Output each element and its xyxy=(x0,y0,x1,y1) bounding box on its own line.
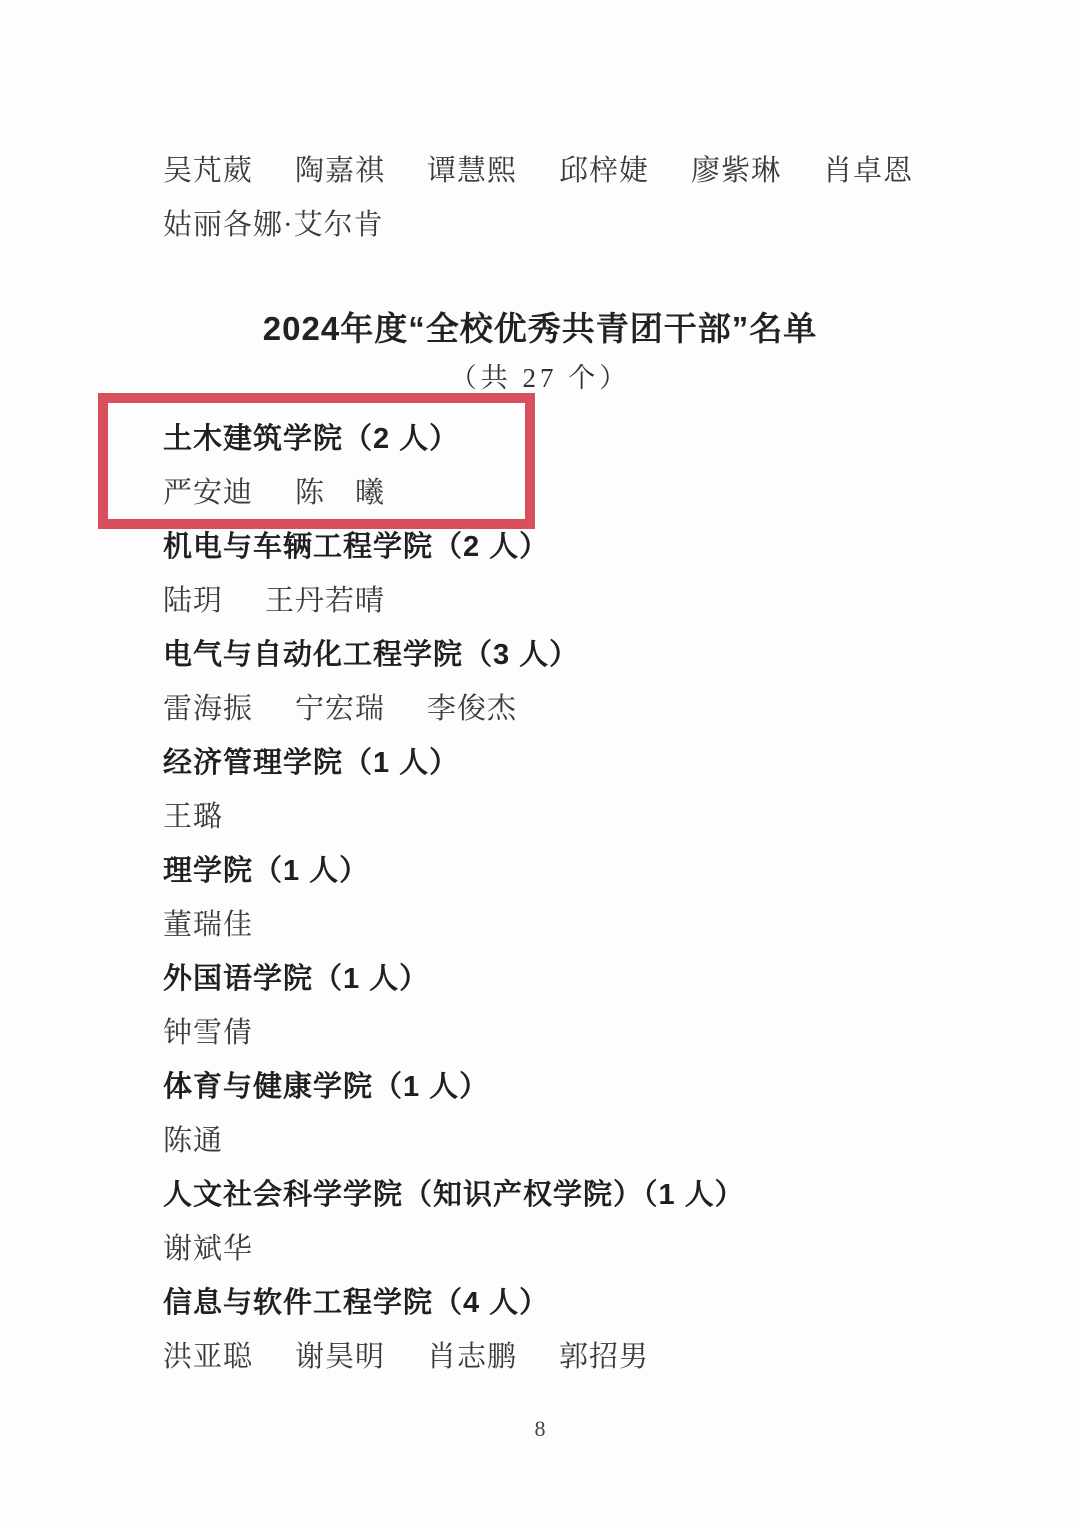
person-name: 宁宏瑞 xyxy=(295,692,386,725)
person-name: 陈 曦 xyxy=(295,476,386,509)
section-names-row xyxy=(0,463,1080,517)
person-name: 廖紫琳 xyxy=(691,154,782,187)
list-title: 2024年度“全校优秀共青团干部”名单 xyxy=(262,309,818,347)
section-names-row xyxy=(0,1327,1080,1381)
person-name: 邱梓婕 xyxy=(559,154,650,187)
person-name: 雷海振 xyxy=(163,692,254,725)
college-heading: 经济管理学院（1 人） xyxy=(163,746,460,779)
college-heading: 信息与软件工程学院（4 人） xyxy=(163,1286,550,1319)
college-heading: 人文社会科学学院（知识产权学院）（1 人） xyxy=(163,1178,745,1211)
top-names-row-2 xyxy=(0,195,1080,249)
college-heading: 土木建筑学院（2 人） xyxy=(163,422,460,455)
section-names-row xyxy=(0,787,1080,841)
person-name: 陆玥 xyxy=(163,584,224,617)
section-sports-health xyxy=(0,1057,1080,1165)
section-electrical-automation xyxy=(0,625,1080,733)
sections-list xyxy=(0,409,1080,1381)
person-name: 钟雪倩 xyxy=(163,1016,254,1049)
college-heading: 机电与车辆工程学院（2 人） xyxy=(163,530,550,563)
section-names-row xyxy=(0,679,1080,733)
section-foreign-languages xyxy=(0,949,1080,1057)
person-name: 陈通 xyxy=(163,1124,224,1157)
section-mechatronics-vehicle xyxy=(0,517,1080,625)
page-number: 8 xyxy=(534,1416,546,1441)
person-name: 王璐 xyxy=(163,800,224,833)
section-names-row xyxy=(0,895,1080,949)
section-names-row xyxy=(0,1111,1080,1165)
person-name: 严安迪 xyxy=(163,476,254,509)
person-name: 陶嘉祺 xyxy=(295,154,386,187)
section-economics-management xyxy=(0,733,1080,841)
person-name: 洪亚聪 xyxy=(163,1340,254,1373)
list-subtitle: （共 27 个） xyxy=(449,362,631,393)
person-name: 谭慧熙 xyxy=(427,154,518,187)
person-name: 郭招男 xyxy=(559,1340,650,1373)
person-name: 吴芃葳 xyxy=(163,154,254,187)
person-name: 谢斌华 xyxy=(163,1232,254,1265)
person-name: 肖志鹏 xyxy=(427,1340,518,1373)
person-name: 姑丽各娜·艾尔肯 xyxy=(163,208,384,241)
top-names-row-1 xyxy=(0,141,1080,195)
section-names-row xyxy=(0,1219,1080,1273)
person-name: 谢昊明 xyxy=(295,1340,386,1373)
person-name: 肖卓恩 xyxy=(823,154,914,187)
person-name: 王丹若晴 xyxy=(265,584,386,617)
section-names-row xyxy=(0,571,1080,625)
person-name: 李俊杰 xyxy=(427,692,518,725)
section-humanities-social-science xyxy=(0,1165,1080,1273)
section-science xyxy=(0,841,1080,949)
college-heading: 理学院（1 人） xyxy=(163,854,370,887)
section-names-row xyxy=(0,1003,1080,1057)
college-heading: 电气与自动化工程学院（3 人） xyxy=(163,638,580,671)
section-information-software xyxy=(0,1273,1080,1381)
person-name: 董瑞佳 xyxy=(163,908,254,941)
section-civil-engineering xyxy=(0,409,1080,517)
college-heading: 外国语学院（1 人） xyxy=(163,962,430,995)
college-heading: 体育与健康学院（1 人） xyxy=(163,1070,490,1103)
